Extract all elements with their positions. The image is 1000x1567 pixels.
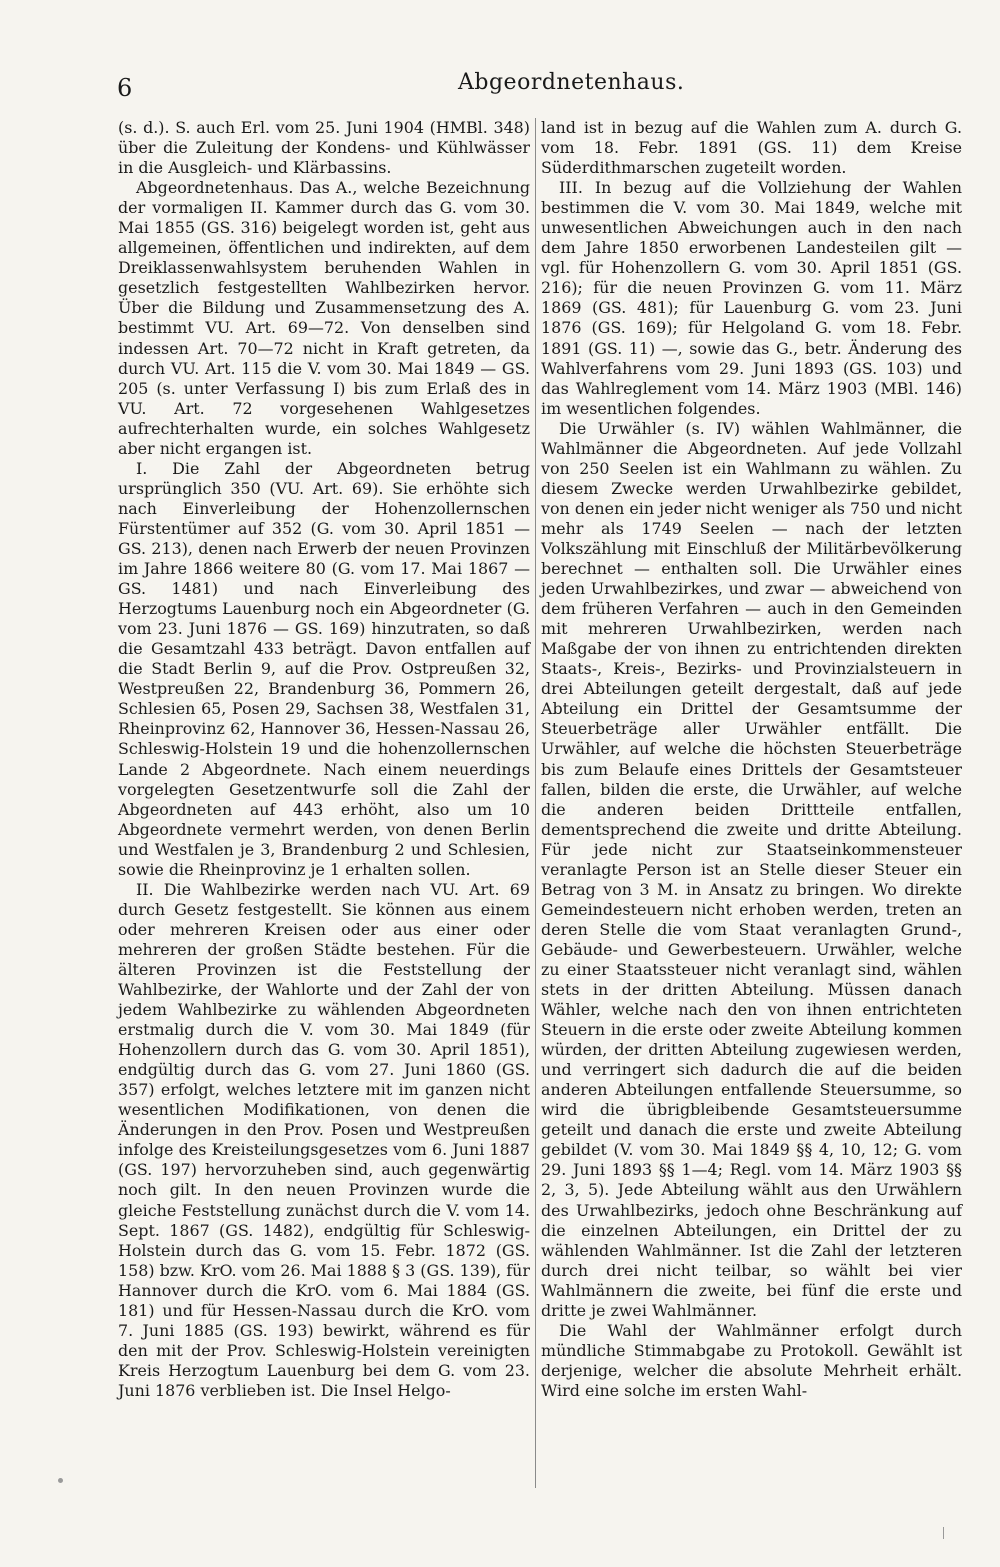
paragraph: II. Die Wahlbezirke werden nach VU. Art. 69 durch Gesetz festgestellt. Sie können aus einem oder mehreren Kreisen oder aus einer oder mehreren der großen Städte bestehen. Für die älteren Provinzen ist die Feststellung der Wahlbezirke, der Wahlorte und der Zahl der von jedem Wahlbezirke zu wählenden Abgeordneten erstmalig durch die V. vom 30. Mai 1849 (für Hohenzollern durch das G. vom 30. April 1851), endgültig durch das G. vom 27. Juni 1860 (GS. 357) erfolgt, welches letztere mit im ganzen nicht wesentlichen Modifikationen, von denen die Änderungen in den Prov. Posen und Westpreußen infolge des Kreisteilungsgesetzes vom 6. Juni 1887 (GS. 197) hervorzuheben sind, auch gegenwärtig noch gilt. In den neuen Provinzen wurde die gleiche Feststellung zunächst durch die V. vom 14. Sept. 1867 (GS. 1482), endgültig für Schleswig-Holstein durch das G. vom 15. Febr. 1872 (GS. 158) bzw. KrO. vom 26. Mai 1888 § 3 (GS. 139), für Hannover durch die KrO. vom 6. Mai 1884 (GS. 181) und für Hessen-Nassau durch die KrO. vom 7. Juni 1885 (GS. 193) bewirkt, während es für den mit der Prov. Schleswig-Holstein vereinigten Kreis Herzogtum Lauenburg bei dem G. vom 23. Juni 1876 verblieben ist. Die Insel Helgo- (118, 879, 530, 1400)
paragraph: III. In bezug auf die Vollziehung der Wahlen bestimmen die V. vom 30. Mai 1849, welche mit unwesentlichen Abweichungen auch in den nach dem Jahre 1850 erworbenen Landesteilen gilt — vgl. für Hohenzollern G. vom 30. April 1851 (GS. 216); für die neuen Provinzen G. vom 11. März 1869 (GS. 481); für Lauenburg G. vom 23. Juni 1876 (GS. 169); für Helgoland G. vom 18. Febr. 1891 (GS. 11) —, sowie das G., betr. Änderung des Wahlverfahrens vom 29. Juni 1893 (GS. 103) und das Wahlreglement vom 14. März 1903 (MBl. 146) im wesentlichen folgendes. (541, 178, 962, 418)
left-column (118, 118, 530, 1401)
ink-spot (58, 1478, 63, 1483)
running-title: Abgeordnetenhaus. (458, 70, 685, 95)
right-column (541, 118, 962, 1401)
page-number: 6 (117, 74, 133, 102)
paragraph: Die Wahl der Wahlmänner erfolgt durch mündliche Stimmabgabe zu Protokoll. Gewählt ist derjenige, welcher die absolute Mehrheit erhält. Wird eine solche im ersten Wahl- (541, 1320, 962, 1400)
column-rule (535, 118, 536, 1488)
paragraph: Die Urwähler (s. IV) wählen Wahlmänner, die Wahlmänner die Abgeordneten. Auf jede Vollzahl von 250 Seelen ist ein Wahlmann zu wählen. Zu diesem Zwecke werden Urwahlbezirke gebildet, von denen ein jeder nicht weniger als 750 und nicht mehr als 1749 Seelen — nach der letzten Volkszählung mit Einschluß der Militärbevölkerung berechnet — enthalten soll. Die Urwähler eines jeden Urwahlbezirkes, und zwar — abweichend von dem früheren Verfahren — auch in den Gemeinden mit mehreren Urwahlbezirken, werden nach Maßgabe der von ihnen zu entrichtenden direkten Staats-, Kreis-, Bezirks- und Provinzialsteuern in drei Abteilungen geteilt dergestalt, daß auf jede Abteilung ein Drittel der Gesamtsumme der Steuerbeträge aller Urwähler entfällt. Die Urwähler, auf welche die höchsten Steuerbeträge bis zum Belaufe eines Drittels der Gesamtsteuer fallen, bilden die erste, die Urwähler, auf welche die anderen beiden Drittteile entfallen, dementsprechend die zweite und dritte Abteilung. Für jede nicht zur Staatseinkommensteuer veranlagte Person ist an Stelle dieser Steuer ein Betrag von 3 M. in Ansatz zu bringen. Wo direkte Gemeindesteuern nicht erhoben werden, treten an deren Stelle die vom Staat veranlagten Grund-, Gebäude- und Gewerbesteuern. Urwähler, welche zu einer Staatssteuer nicht veranlagt sind, wählen stets in der dritten Abteilung. Müssen danach Wähler, welche nach den von ihnen entrichteten Steuern in die erste oder zweite Abteilung kommen würden, der dritten Abteilung zugewiesen werden, und verringert sich dadurch die auf die beiden anderen Abteilungen entfallende Steuersumme, so wird die übrigbleibende Gesamtsteuersumme geteilt und danach die erste und zweite Abteilung gebildet (V. vom 30. Mai 1849 §§ 4, 10, 12; G. vom 29. Juni 1893 §§ 1—4; Regl. vom 14. März 1903 §§ 2, 3, 5). Jede Abteilung wählt aus den Urwählern des Urwahlbezirks, jedoch ohne Beschränkung auf die einzelnen Abteilungen, ein Drittel der zu wählenden Wahlmänner. Ist die Zahl der letzteren durch drei nicht teilbar, so wählt bei vier Wahlmännern die zweite, bei fünf die erste und dritte je zwei Wahlmänner. (541, 418, 962, 1320)
paragraph: (s. d.). S. auch Erl. vom 25. Juni 1904 (HMBl. 348) über die Zuleitung der Kondens- und Kühlwässer in die Ausgleich- und Klärbassins. (118, 118, 530, 178)
paragraph: land ist in bezug auf die Wahlen zum A. durch G. vom 18. Febr. 1891 (GS. 11) dem Kreise Süderdithmarschen zugeteilt worden. (541, 118, 962, 178)
margin-tick (943, 1527, 944, 1539)
paragraph: I. Die Zahl der Abgeordneten betrug ursprünglich 350 (VU. Art. 69). Sie erhöhte sich nach Einverleibung der Hohenzollernschen Fürstentümer auf 352 (G. vom 30. April 1851 — GS. 213), denen nach Erwerb der neuen Provinzen im Jahre 1866 weitere 80 (G. vom 17. Mai 1867 — GS. 1481) und nach Einverleibung des Herzogtums Lauenburg noch ein Abgeordneter (G. vom 23. Juni 1876 — GS. 169) hinzutraten, so daß die Gesamtzahl 433 beträgt. Davon entfallen auf die Stadt Berlin 9, auf die Prov. Ostpreußen 32, Westpreußen 22, Brandenburg 36, Pommern 26, Schlesien 65, Posen 29, Sachsen 38, Westfalen 31, Rheinprovinz 62, Hannover 36, Hessen-Nassau 26, Schleswig-Holstein 19 und die hohenzollernschen Lande 2 Abgeordnete. Nach einem neuerdings vorgelegten Gesetzentwurfe soll die Zahl der Abgeordneten auf 443 erhöht, also um 10 Abgeordnete vermehrt werden, von denen Berlin und Westfalen je 3, Brandenburg 2 und Schlesien, sowie die Rheinprovinz je 1 erhalten sollen. (118, 458, 530, 879)
paragraph: Abgeordnetenhaus. Das A., welche Bezeichnung der vormaligen II. Kammer durch das G. vom 30. Mai 1855 (GS. 316) beigelegt worden ist, geht aus allgemeinen, öffentlichen und indirekten, auf dem Dreiklassenwahlsystem beruhenden Wahlen in gesetzlich festgestellten Wahlbezirken hervor. Über die Bildung und Zusammensetzung des A. bestimmt VU. Art. 69—72. Von denselben sind indessen Art. 70—72 nicht in Kraft getreten, da durch VU. Art. 115 die V. vom 30. Mai 1849 — GS. 205 (s. unter Verfassung I) bis zum Erlaß des in VU. Art. 72 vorgesehenen Wahlgesetzes aufrechterhalten wurde, ein solches Wahlgesetz aber nicht ergangen ist. (118, 178, 530, 458)
